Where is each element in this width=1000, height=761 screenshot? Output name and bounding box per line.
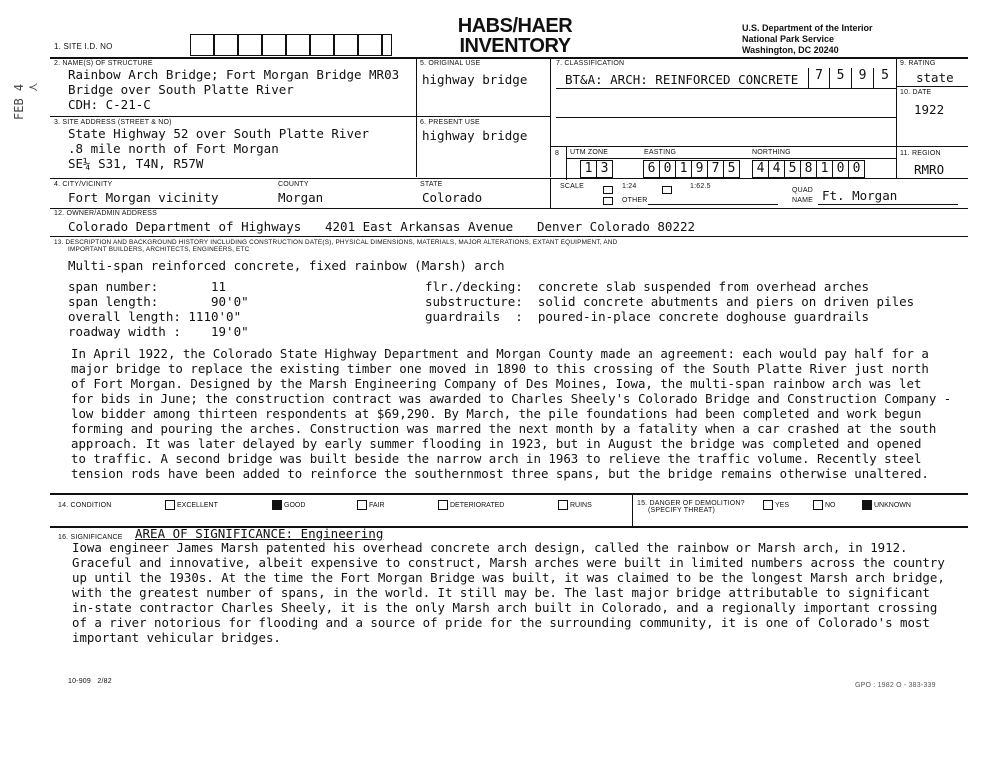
significance-line: of a river notorious for flooding and a source of pride for the surrounding community, it is one of Colorado's most <box>72 615 930 630</box>
description-intro: Multi-span reinforced concrete, fixed rainbow (Marsh) arch <box>68 258 505 273</box>
northing-label: NORTHING <box>752 149 791 156</box>
scale-checkbox <box>662 186 672 194</box>
address-label: 3. SITE ADDRESS (STREET & NO) <box>54 119 172 126</box>
history-line: tension rods have been added to reinforce the southernmost three spans, but the bridge remains otherwise unaltered. <box>71 466 929 481</box>
utm-northing-digit: 1 <box>816 160 833 178</box>
significance-line: Graceful and innovative, albeit expensive to construct, Marsh arches were built in limited numbers across the country <box>72 555 945 570</box>
city-value: Fort Morgan vicinity <box>68 190 219 205</box>
rule <box>416 57 417 177</box>
rule <box>50 236 968 237</box>
utm-easting-digit: 5 <box>723 160 740 178</box>
scale-checkbox <box>603 186 613 194</box>
condition-option-label: EXCELLENT <box>177 502 218 509</box>
original-use-value: highway bridge <box>422 72 528 87</box>
owner-street: 4201 East Arkansas Avenue <box>325 219 514 234</box>
site-id-box <box>190 34 214 56</box>
rule <box>896 86 968 87</box>
utm-zone-label: UTM ZONE <box>570 149 609 156</box>
site-id-box <box>214 34 238 56</box>
utm-easting-digit: 0 <box>659 160 676 178</box>
utm-easting-digit: 7 <box>707 160 724 178</box>
state-label: STATE <box>420 181 443 188</box>
site-id-box <box>310 34 334 56</box>
site-id-box <box>382 34 392 56</box>
classification-code-cell: 7 <box>808 68 830 88</box>
description-label-line1: 13. DESCRIPTION AND BACKGROUND HISTORY INCLUDING CONSTRUCTION DATE(S), PHYSICAL DIMENSIONS, MATERIALS, MAJOR ALTERATIONS, EXTANT EQUIPMENT, AND <box>54 239 618 246</box>
significance-line: in-state contractor Charles Sheely, it is the only Marsh arch built in Colorado, and a regionally important crossing <box>72 600 938 615</box>
spec-left: roadway width : 19'0" <box>68 324 249 339</box>
condition-fair-checkbox[interactable] <box>357 500 367 510</box>
gpo-code: GPO : 1982 O - 383-339 <box>855 682 936 689</box>
history-line: to traffic. A second bridge was built beside the narrow arch in 1963 to relieve the traffic volume. Recently steel <box>71 451 922 466</box>
owner-label: 12. OWNER/ADMIN ADDRESS <box>54 210 158 217</box>
site-id-box <box>334 34 358 56</box>
city-label: 4. CITY/VICINITY <box>54 181 113 188</box>
significance-label: 16. SIGNIFICANCE <box>58 534 123 541</box>
scale-option-1: 1:24 <box>622 183 637 190</box>
rule <box>818 204 958 205</box>
agency-line3: Washington, DC 20240 <box>742 45 839 55</box>
condition-label: 14. CONDITION <box>58 502 112 509</box>
condition-ruins-checkbox[interactable] <box>558 500 568 510</box>
date-value: 1922 <box>914 102 945 117</box>
utm-northing-digit: 0 <box>848 160 865 178</box>
present-use-value: highway bridge <box>422 128 528 143</box>
spec-left: span length: 90'0" <box>68 294 249 309</box>
rule <box>50 208 968 209</box>
rule <box>632 494 633 526</box>
state-value: Colorado <box>422 190 483 205</box>
demolition-option-label: YES <box>775 502 790 509</box>
site-id-label: 1. SITE I.D. NO <box>54 42 113 51</box>
utm-northing-digit: 4 <box>752 160 769 178</box>
spec-right: substructure: solid concrete abutments and piers on driven piles <box>425 294 915 309</box>
classification-code-cell: 9 <box>852 68 874 88</box>
structure-name-line: Rainbow Arch Bridge; Fort Morgan Bridge MR03 <box>68 67 400 82</box>
quad-name-label: NAME <box>792 197 814 204</box>
utm-zone-digit: 3 <box>596 160 613 178</box>
county-value: Morgan <box>278 190 324 205</box>
rule <box>550 178 551 208</box>
rule <box>50 116 550 117</box>
demolition-label-line2: (SPECIFY THREAT) <box>648 507 715 514</box>
demolition-unknown-checkbox[interactable] <box>862 500 872 510</box>
classification-code-cell: 5 <box>830 68 852 88</box>
condition-excellent-checkbox[interactable] <box>165 500 175 510</box>
site-id-box <box>262 34 286 56</box>
classification-label: 7. CLASSIFICATION <box>556 60 625 67</box>
significance-heading: AREA OF SIGNIFICANCE: Engineering <box>135 526 384 541</box>
scale-option-2: 1:62.5 <box>690 183 711 190</box>
agency-line2: National Park Service <box>742 34 835 44</box>
address-line: State Highway 52 over South Platte River <box>68 126 370 141</box>
rule <box>648 204 778 205</box>
present-use-label: 6. PRESENT USE <box>420 119 480 126</box>
utm-number-label: 8 <box>555 150 560 157</box>
margin-note: FEB 4 <box>12 83 26 120</box>
rule <box>550 57 551 177</box>
site-id-box <box>286 34 310 56</box>
scale-checkbox <box>603 197 613 205</box>
rule <box>896 57 897 179</box>
rule <box>566 158 896 159</box>
significance-line: Iowa engineer James Marsh patented his overhead concrete arch design, called the rainbow or Marsh arch, in 1912. <box>72 540 908 555</box>
utm-northing-digit: 8 <box>800 160 817 178</box>
form-title-line1: HABS/HAER <box>457 15 573 37</box>
site-id-box <box>358 34 382 56</box>
rule <box>50 178 968 179</box>
history-line: approach. It was later delayed by early summer flooding in 1923, but in August the bridge was completed and opened <box>71 436 922 451</box>
demolition-no-checkbox[interactable] <box>813 500 823 510</box>
owner-city: Denver Colorado 80222 <box>537 219 696 234</box>
history-line: of Fort Morgan. Designed by the Marsh Engineering Company of Des Moines, Iowa, the multi-span rainbow arch was let <box>71 376 922 391</box>
history-line: forming and pouring the arches. Construction was marred the next month by a fatality when a car crashed at the south <box>71 421 937 436</box>
utm-easting-digit: 6 <box>643 160 660 178</box>
condition-option-label: DETERIORATED <box>450 502 505 509</box>
utm-northing-digit: 5 <box>784 160 801 178</box>
county-label: COUNTY <box>278 181 309 188</box>
structure-name-line: Bridge over South Platte River <box>68 82 294 97</box>
spec-left: overall length: 1110'0" <box>68 309 242 324</box>
rule <box>50 57 968 59</box>
condition-deteriorated-checkbox[interactable] <box>438 500 448 510</box>
rule <box>556 88 896 89</box>
history-line: low bidder among thirteen respondents at $69,290. By March, the pile foundations had been completed and work begun <box>71 406 922 421</box>
condition-option-label: FAIR <box>369 502 385 509</box>
demolition-label-line1: 15. DANGER OF DEMOLITION? <box>637 500 745 507</box>
rating-value: state <box>916 70 954 85</box>
date-label: 10. DATE <box>900 89 932 96</box>
rating-label: 9. RATING <box>900 60 936 67</box>
condition-option-label: GOOD <box>284 502 306 509</box>
quad-name-value: Ft. Morgan <box>822 188 898 203</box>
agency-line1: U.S. Department of the Interior <box>742 23 873 33</box>
address-line: SE¼ S31, T4N, R57W <box>68 156 204 171</box>
significance-line: up until the 1930s. At the time the Fort Morgan Bridge was built, it was claimed to be the longest Marsh arch bridge, <box>72 570 945 585</box>
condition-good-checkbox[interactable] <box>272 500 282 510</box>
address-line: .8 mile north of Fort Morgan <box>68 141 279 156</box>
easting-label: EASTING <box>644 149 677 156</box>
spec-left: span number: 11 <box>68 279 227 294</box>
utm-northing-digit: 0 <box>832 160 849 178</box>
region-value: RMRO <box>914 162 945 177</box>
margin-mark: ≺ <box>28 80 39 94</box>
spec-right: flr./decking: concrete slab suspended from overhead arches <box>425 279 870 294</box>
utm-northing-digit: 4 <box>768 160 785 178</box>
rule <box>556 117 896 118</box>
description-label-line2: IMPORTANT BUILDERS, ARCHITECTS, ENGINEERS, ETC <box>68 246 250 253</box>
structure-name-line: CDH: C-21-C <box>68 97 151 112</box>
history-line: major bridge to replace the existing timber one moved in 1890 to this crossing of the South Platte River just north <box>71 361 929 376</box>
form-title-line2: INVENTORY <box>459 35 571 57</box>
site-id-box <box>238 34 262 56</box>
condition-option-label: RUINS <box>570 502 592 509</box>
rule <box>896 146 968 147</box>
original-use-label: 5. ORIGINAL USE <box>420 60 481 67</box>
form-number: 10-909 2/82 <box>68 678 112 685</box>
history-line: In April 1922, the Colorado State Highway Department and Morgan County made an agreement: each would pay half for a <box>71 346 929 361</box>
spec-right: guardrails : poured-in-place concrete doghouse guardrails <box>425 309 870 324</box>
owner-name: Colorado Department of Highways <box>68 219 302 234</box>
rule <box>566 146 567 180</box>
significance-line: important vehicular bridges. <box>72 630 281 645</box>
rule <box>50 493 968 495</box>
quad-label: QUAD <box>792 187 814 194</box>
classification-code-cell: 5 <box>881 68 889 83</box>
demolition-option-label: UNKNOWN <box>874 502 911 509</box>
classification-value: BT&A: ARCH: REINFORCED CONCRETE <box>565 72 799 87</box>
demolition-yes-checkbox[interactable] <box>763 500 773 510</box>
scale-other-label: OTHER <box>622 197 648 204</box>
names-label: 2. NAME(S) OF STRUCTURE <box>54 60 153 67</box>
scale-label: SCALE <box>560 183 584 190</box>
history-line: for bids in June; the construction contract was awarded to Charles Sheely's Colorado Bridge and Construction Company - <box>71 391 952 406</box>
utm-easting-digit: 9 <box>691 160 708 178</box>
utm-easting-digit: 1 <box>675 160 692 178</box>
significance-line: with the greatest number of spans, in the world. It still may be. The last major bridge attributable to significant <box>72 585 930 600</box>
region-label: 11. REGION <box>900 150 941 157</box>
demolition-option-label: NO <box>825 502 836 509</box>
utm-zone-digit: 1 <box>580 160 597 178</box>
